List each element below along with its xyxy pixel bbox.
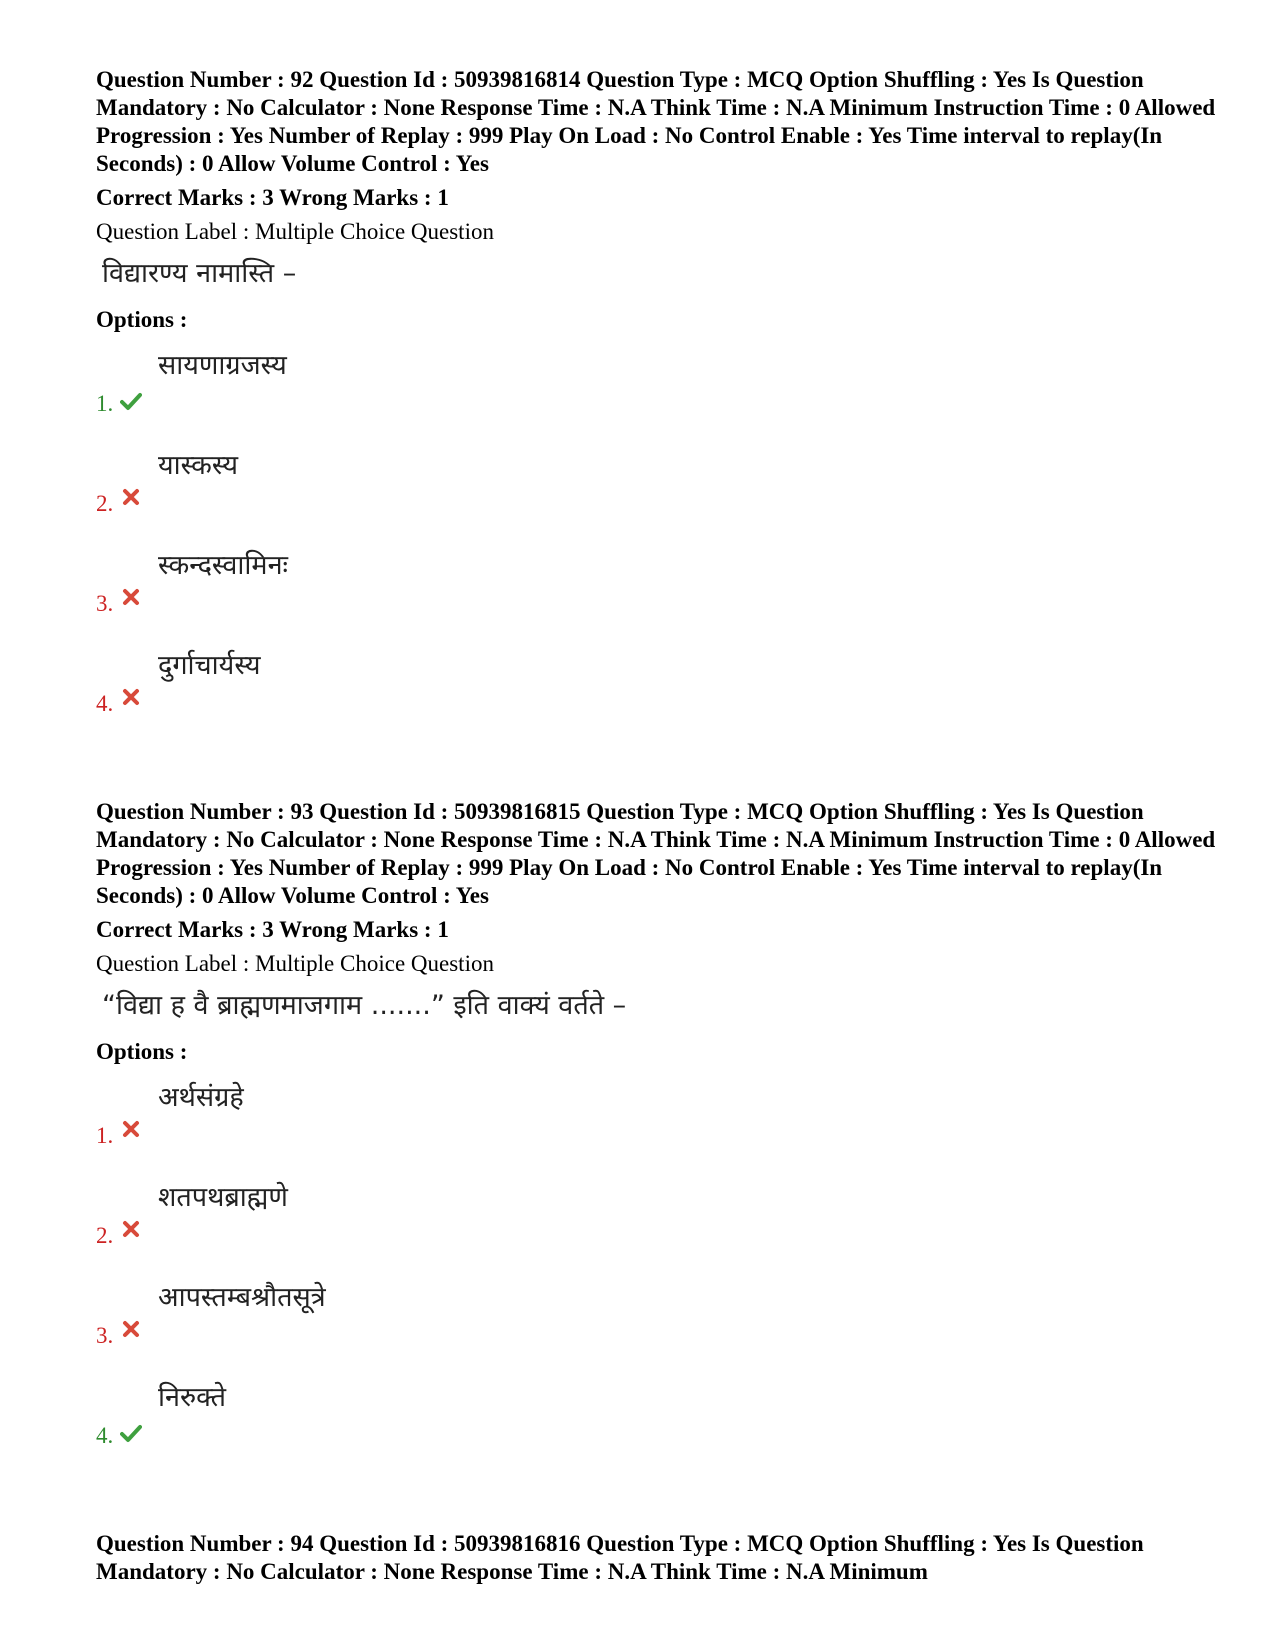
cross-icon (120, 686, 142, 708)
option-text: अर्थसंग्रहे (158, 1082, 244, 1113)
check-icon (120, 1422, 142, 1444)
options-heading: Options : (96, 307, 188, 332)
option-3 (96, 548, 1216, 648)
cross-icon (120, 486, 142, 508)
option-number: 3. (96, 1323, 114, 1348)
question-marks: Correct Marks : 3 Wrong Marks : 1 (96, 185, 449, 210)
option-2 (96, 448, 1216, 548)
question-text: “विद्या ह वै ब्राह्मणमाजगाम .......” इति वाक्यं वर्तते – (102, 990, 627, 1021)
option-number: 1. (96, 1123, 114, 1148)
question-label: Question Label : Multiple Choice Question (96, 951, 494, 976)
option-text: स्कन्दस्वामिनः (158, 550, 289, 581)
option-4 (96, 648, 1216, 748)
cross-icon (120, 1318, 142, 1340)
option-text: दुर्गाचार्यस्य (158, 650, 261, 681)
option-3 (96, 1280, 1216, 1380)
option-number: 2. (96, 491, 114, 516)
option-number: 2. (96, 1223, 114, 1248)
question-92 (96, 66, 1216, 748)
question-meta: Question Number : 93 Question Id : 50939816815 Question Type : MCQ Option Shuffling : Yes Is Question Mandatory : No Calculator : None Response Time : N.A Think Time : N.A Minimum Instruction Time : 0 Allowed Progression : Yes Number of Replay : 999 Play On Load : No Control Enable : Yes Time interval to replay(In Seconds) : 0 Allow Volume Control : Yes (96, 799, 1216, 908)
option-text: शतपथब्राह्मणे (158, 1182, 288, 1213)
question-93 (96, 798, 1216, 1480)
question-marks: Correct Marks : 3 Wrong Marks : 1 (96, 917, 449, 942)
option-number: 4. (96, 691, 114, 716)
check-icon (120, 390, 142, 412)
question-text: विद्यारण्य नामास्ति – (102, 258, 297, 289)
question-meta: Question Number : 92 Question Id : 50939816814 Question Type : MCQ Option Shuffling : Yes Is Question Mandatory : No Calculator : None Response Time : N.A Think Time : N.A Minimum Instruction Time : 0 Allowed Progression : Yes Number of Replay : 999 Play On Load : No Control Enable : Yes Time interval to replay(In Seconds) : 0 Allow Volume Control : Yes (96, 67, 1216, 176)
option-text: निरुक्ते (158, 1382, 226, 1413)
option-1 (96, 348, 1216, 448)
option-number: 1. (96, 391, 114, 416)
question-94 (96, 1530, 1216, 1586)
option-2 (96, 1180, 1216, 1280)
option-1 (96, 1080, 1216, 1180)
option-text: सायणाग्रजस्य (158, 350, 287, 381)
options-heading: Options : (96, 1039, 188, 1064)
option-number: 4. (96, 1423, 114, 1448)
option-text: आपस्तम्बश्रौतसूत्रे (158, 1282, 326, 1313)
question-label: Question Label : Multiple Choice Question (96, 219, 494, 244)
cross-icon (120, 1118, 142, 1140)
option-4 (96, 1380, 1216, 1480)
option-number: 3. (96, 591, 114, 616)
cross-icon (120, 586, 142, 608)
question-meta: Question Number : 94 Question Id : 50939816816 Question Type : MCQ Option Shuffling : Yes Is Question Mandatory : No Calculator : None Response Time : N.A Think Time : N.A Minimum (96, 1531, 1144, 1584)
option-text: यास्कस्य (158, 450, 239, 481)
cross-icon (120, 1218, 142, 1240)
